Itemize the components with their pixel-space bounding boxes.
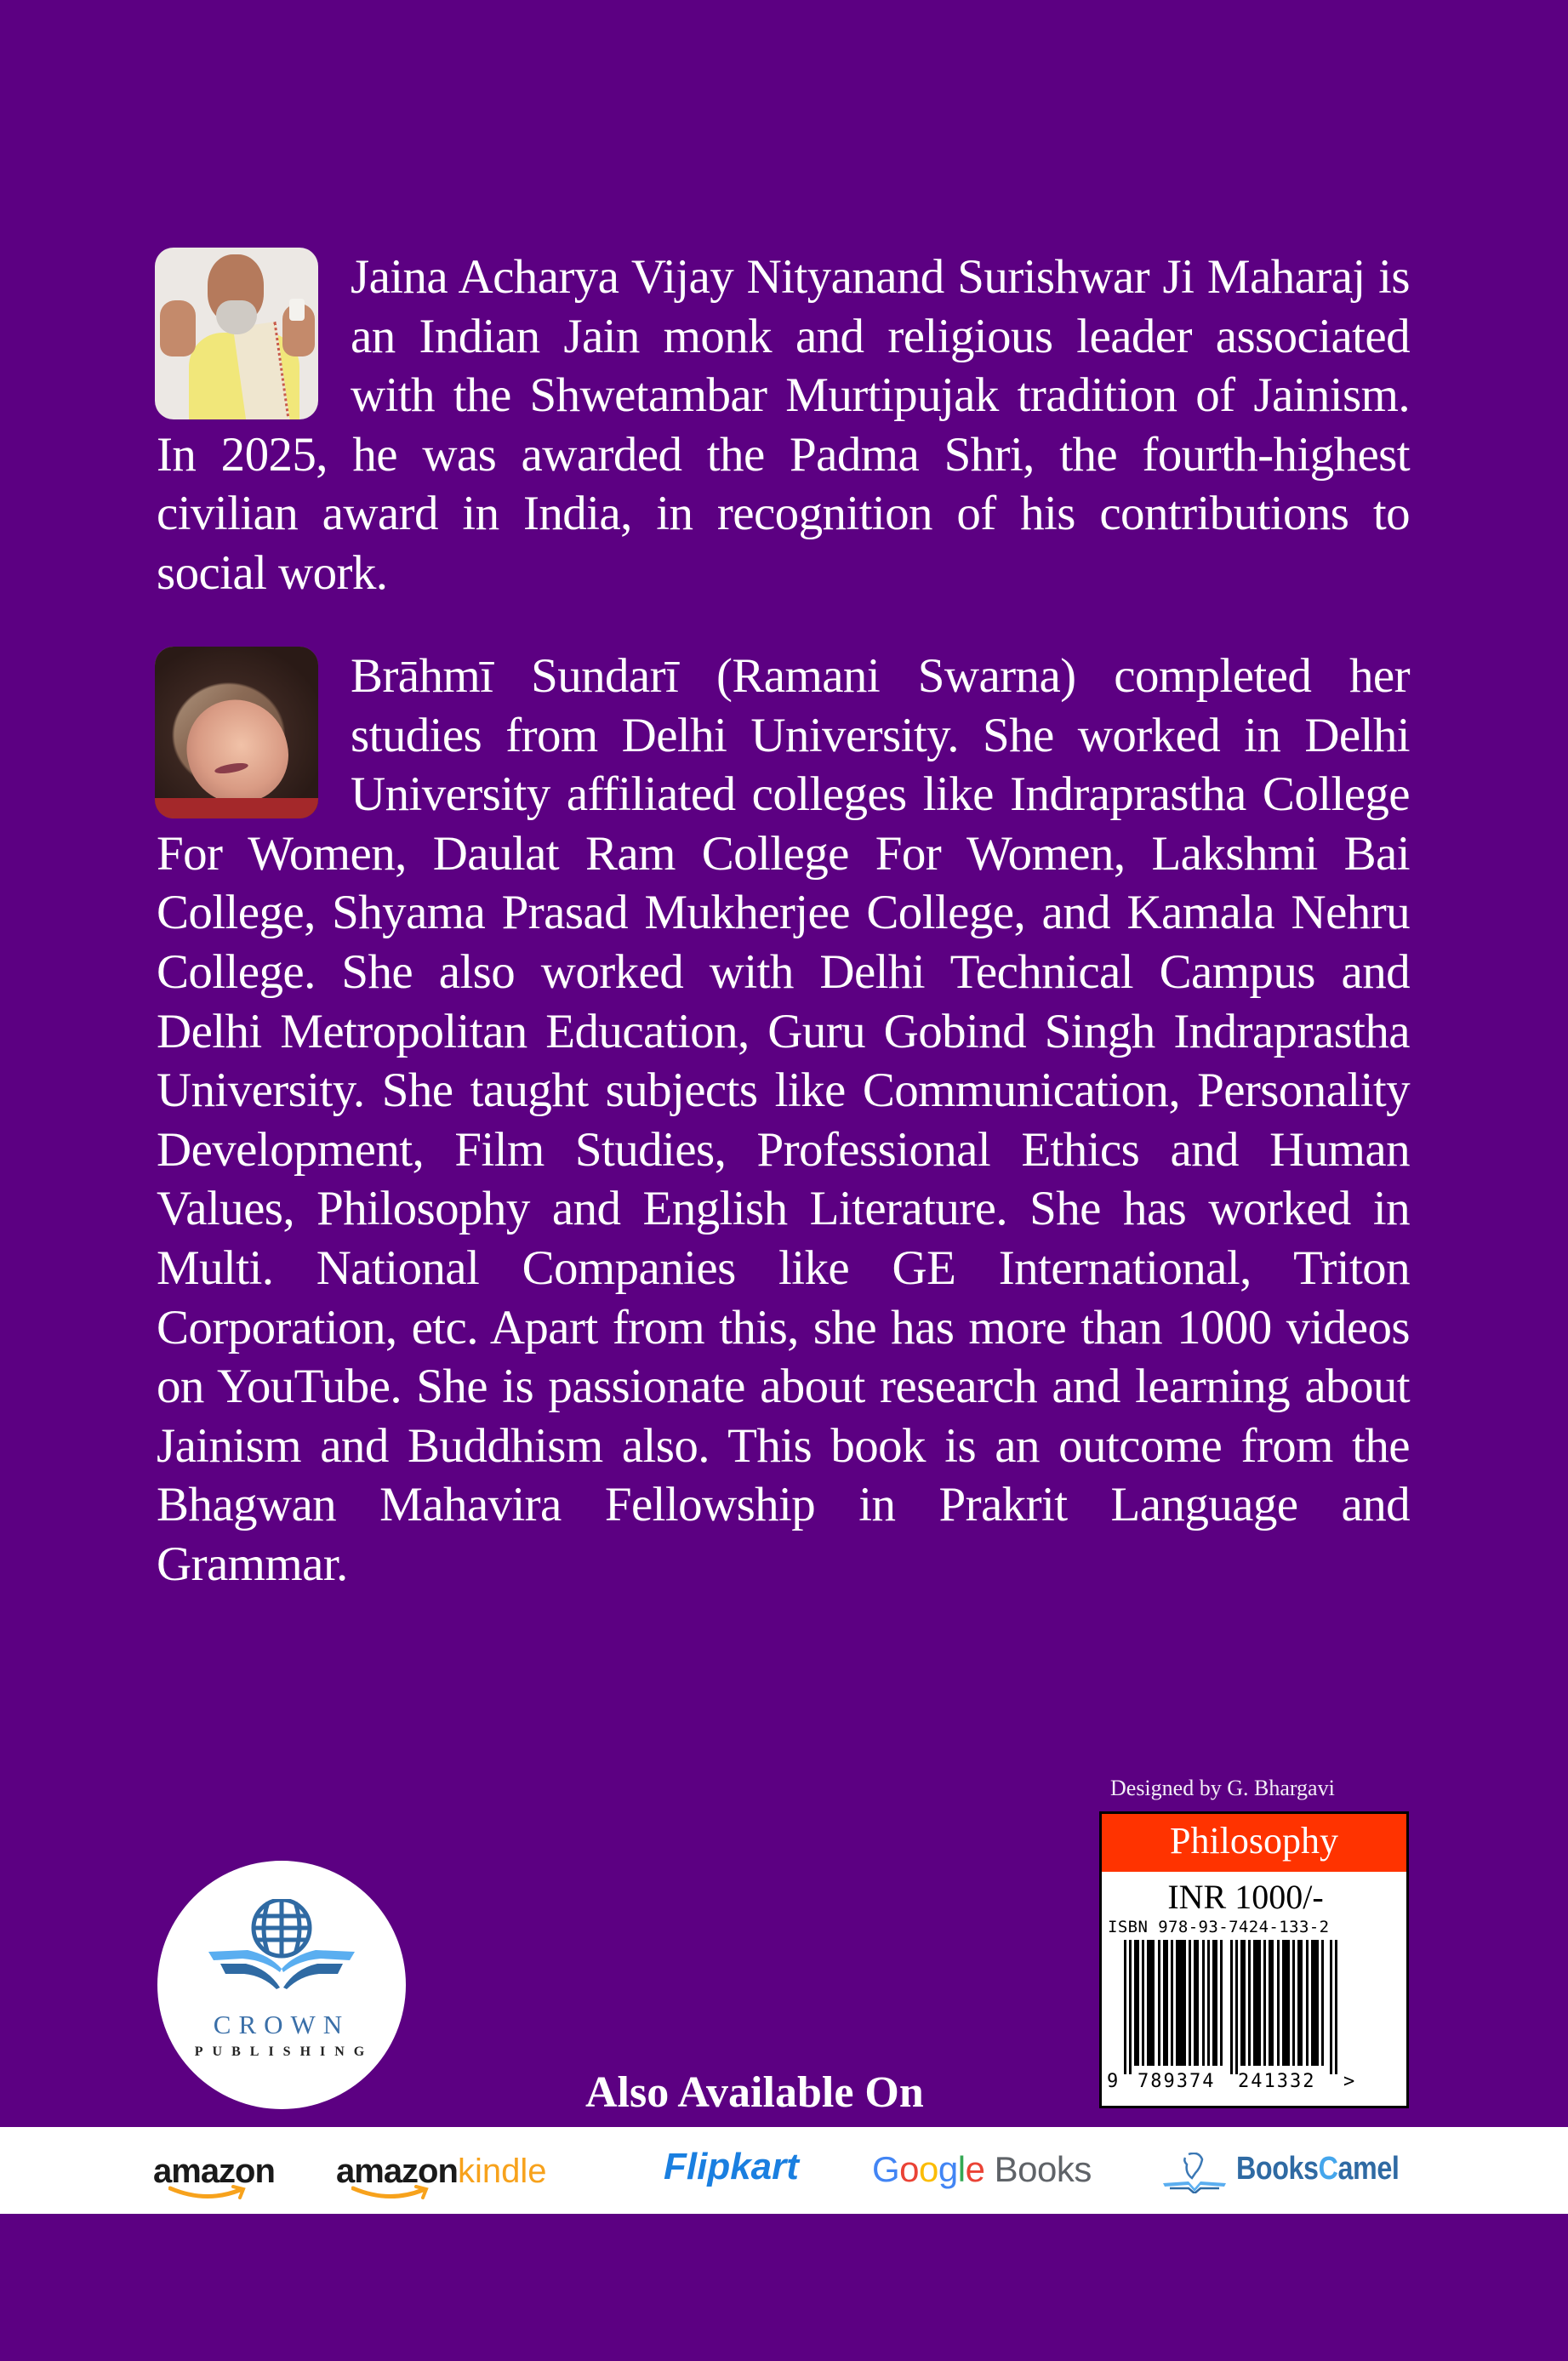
- bookscamel-wordmark: [1236, 2151, 1399, 2187]
- bookscamel-camel-book-icon: [1163, 2153, 1226, 2193]
- portrait-photo-acharya: [155, 248, 318, 419]
- price: INR 1000/-: [1167, 1878, 1324, 1916]
- publisher-subtitle: PUBLISHING: [194, 2044, 374, 2059]
- o-letter: o: [919, 2149, 938, 2189]
- isbn: ISBN 978-93-7424-133-2: [1108, 1918, 1330, 1936]
- store-amazon-kindle[interactable]: [336, 2127, 545, 2214]
- globe-book-icon: [208, 1899, 355, 2001]
- store-google-books[interactable]: [872, 2127, 1119, 2214]
- l-letter: l: [957, 2149, 966, 2189]
- g-letter: G: [872, 2149, 900, 2189]
- barcode-end-marker: >: [1343, 2071, 1355, 2092]
- portrait-photo-author: [155, 647, 318, 818]
- publisher-logo: [157, 1861, 406, 2109]
- kindle-amazon-part: amazon: [336, 2153, 458, 2190]
- store-amazon[interactable]: [153, 2127, 277, 2214]
- designer-credit: Designed by G. Bhargavi: [1110, 1776, 1335, 1800]
- barcode-lead-digit: 9: [1107, 2071, 1119, 2092]
- barcode-group-2: 241332: [1238, 2071, 1316, 2092]
- store-flipkart[interactable]: [664, 2127, 813, 2214]
- barcode-group-1: 789374: [1138, 2071, 1216, 2092]
- category-badge: Philosophy: [1102, 1814, 1406, 1872]
- bio-author: [157, 647, 1410, 1594]
- google-books-logo-icon: [872, 2149, 1092, 2190]
- flipkart-logo-icon: Flipkart: [664, 2146, 799, 2187]
- amel-part: amel: [1337, 2151, 1400, 2187]
- books-word: Books: [984, 2149, 1092, 2189]
- bio-acharya-text: Jaina Acharya Vijay Nityanand Surishwar Ji Maharaj is an Indian Jain monk and religious leader associated with the Shwetambar Murtipujak tradition of Jainism. In 2025, he was awarded the Padma Shri, the fourth-highest civilian award in India, in recognition of his contributions to social work.: [157, 250, 1410, 600]
- barcode-icon: [1124, 1940, 1354, 2074]
- g-letter: g: [938, 2149, 958, 2189]
- store-bookscamel[interactable]: [1161, 2127, 1412, 2214]
- store-logos-strip: [0, 2127, 1568, 2214]
- c-part: C: [1318, 2151, 1338, 2187]
- bio-author-text: Brāhmī Sundarī (Ramani Swarna) completed her studies from Delhi University. She worked in Delhi University affiliated colleges like Indraprastha College For Women, Daulat Ram College For Women, Lakshmi Bai College, Shyama Prasad Mukherjee College, and Kamala Nehru College. She also worked with Delhi Technical Campus and Delhi Metropolitan Education, Guru Gobind Singh Indraprastha University. She taught subjects like Communication, Personality Development, Film Studies, Professional Ethics and Human Values, Philosophy and English Literature. She has worked in Multi. National Companies like GE International, Triton Corporation, etc. Apart from this, she has more than 1000 videos on YouTube. She is passionate about research and learning about Jainism and Buddhism also. This book is an outcome from the Bhagwan Mahavira Fellowship in Prakrit Language and Grammar.: [157, 649, 1410, 1591]
- books-part: Books: [1236, 2151, 1319, 2187]
- e-letter: e: [965, 2149, 985, 2189]
- o-letter: o: [899, 2149, 920, 2189]
- price-isbn-label: [1099, 1811, 1409, 2108]
- kindle-smile-icon: [351, 2185, 430, 2204]
- publisher-name: CROWN: [213, 2010, 351, 2039]
- amazon-smile-icon: [168, 2185, 247, 2204]
- bio-acharya: [157, 248, 1410, 603]
- kindle-part: kindle: [457, 2153, 547, 2190]
- amazon-logo-icon: amazon: [153, 2153, 275, 2190]
- also-available-heading: Also Available On: [585, 2068, 924, 2117]
